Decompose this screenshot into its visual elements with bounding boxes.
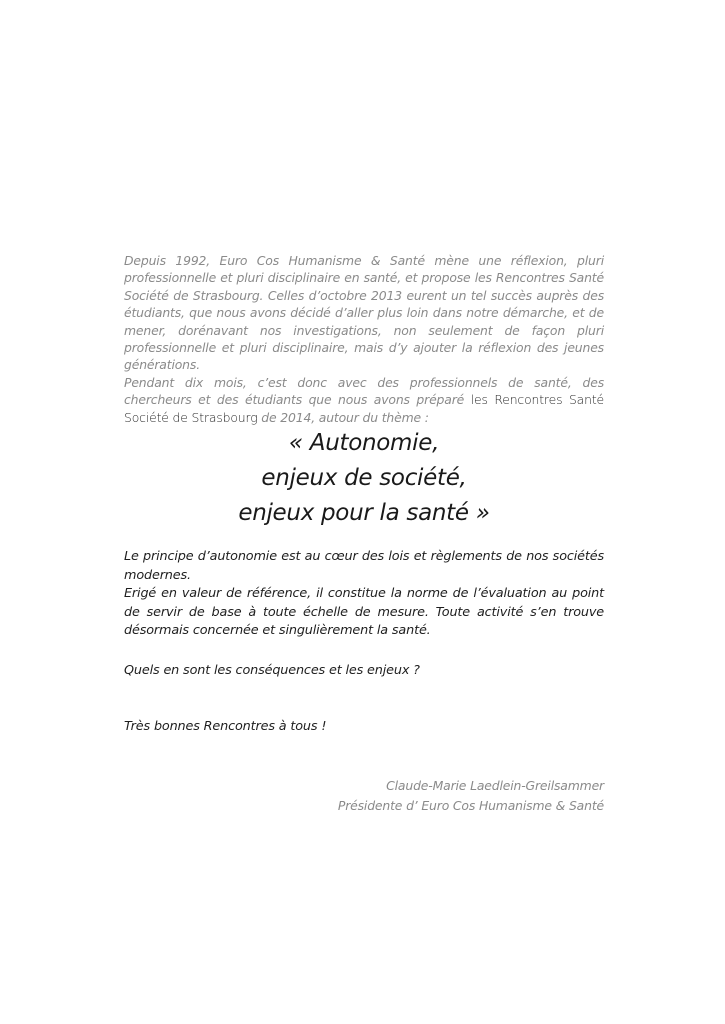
question-text: Quels en sont les conséquences et les enjeux ?	[124, 663, 420, 678]
body-paragraph-2: Erigé en valeur de référence, il constitue la norme de l’évaluation au point de servir de base à toute échelle de mesure. Toute activité s’en trouve désormais concernée et singulièrement la santé.	[124, 586, 604, 639]
intro-paragraph-2-end: de 2014, autour du thème :	[257, 409, 429, 425]
event-name-highlight: les Rencontres Santé Société de Strasbourg	[124, 392, 604, 425]
signature-block	[124, 776, 604, 816]
signature-role: Présidente d’ Euro Cos Humanisme & Santé	[337, 798, 604, 813]
body-text	[124, 548, 604, 641]
body-paragraph-1: Le principe d’autonomie est au cœur des lois et règlements de nos sociétés modernes.	[124, 549, 604, 583]
intro-paragraph-1: Depuis 1992, Euro Cos Humanisme & Santé mène une réflexion, pluri professionnelle et pluri disciplinaire en santé, et propose les Rencontres Santé Société de Strasbourg. Celles d’octobre 2013 eurent un tel succès auprès des étudiants, que nous avons décidé d’aller plus loin dans notre démarche, et de mener, dorénavant nos investigations, non seulement de façon pluri professionnelle et pluri disciplinaire, mais d’y ajouter la réflexion des jeunes générations.	[124, 253, 604, 373]
closing-text: Très bonnes Rencontres à tous !	[124, 719, 327, 734]
theme-line-3: enjeux pour la santé »	[238, 500, 490, 526]
intro-paragraph-2	[124, 374, 604, 426]
theme-line-1: « Autonomie,	[288, 430, 440, 456]
theme-line-2: enjeux de société,	[261, 465, 467, 491]
intro-paragraph-2-start: Pendant dix mois, c’est donc avec des professionnels de santé, des chercheurs et des étudiants que nous avons préparé	[124, 374, 604, 408]
intro-text	[124, 252, 604, 426]
theme-title	[124, 426, 604, 531]
signature-name: Claude-Marie Laedlein-Greilsammer	[386, 778, 604, 793]
